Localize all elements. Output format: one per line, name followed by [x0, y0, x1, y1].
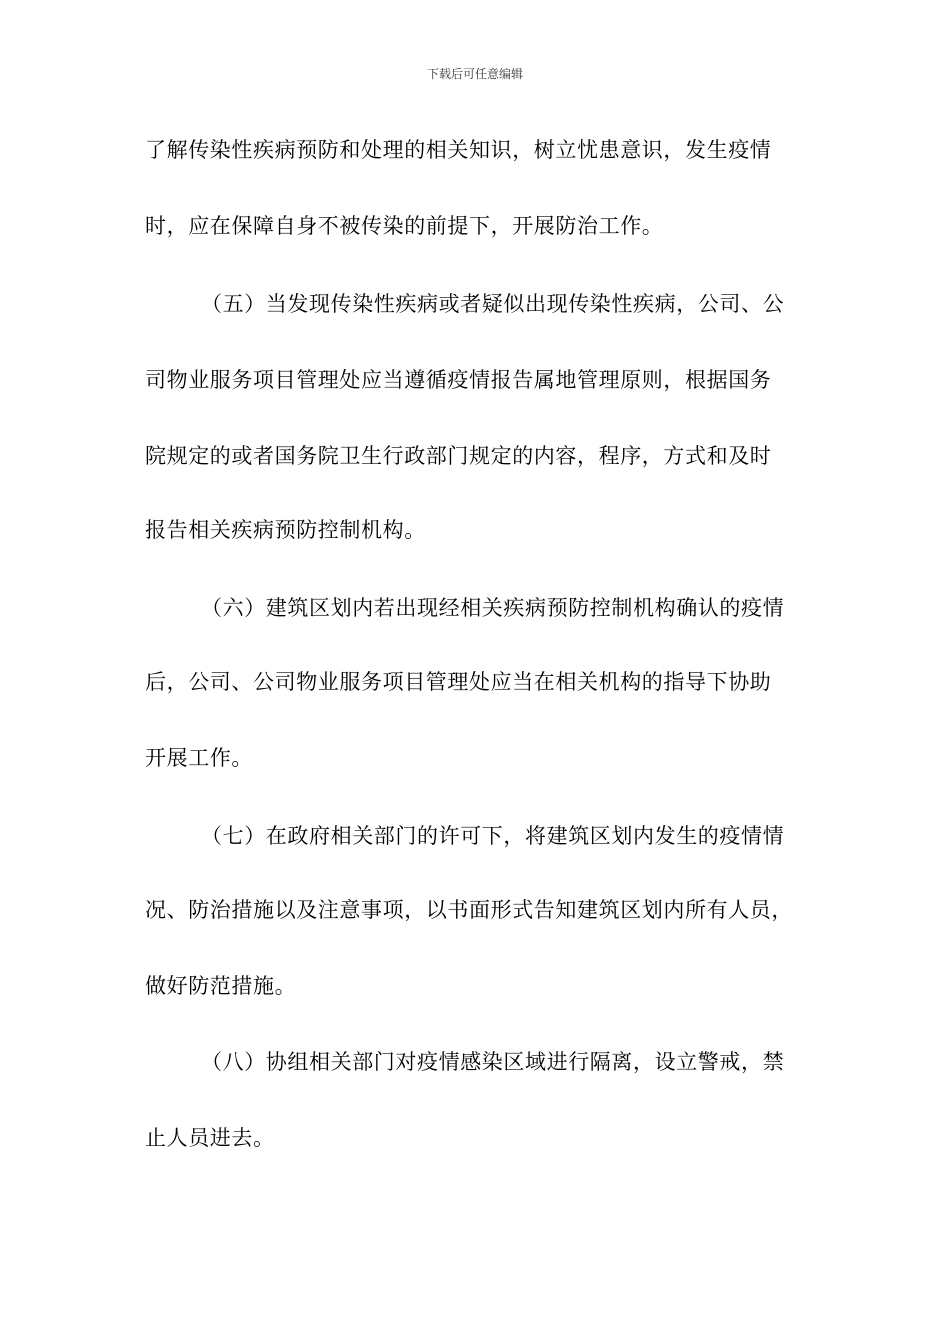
paragraph-line: 院规定的或者国务院卫生行政部门规定的内容，程序，方式和及时: [145, 444, 772, 468]
paragraph-line: （八）协组相关部门对疫情感染区域进行隔离，设立警戒，禁: [201, 1050, 785, 1074]
paragraph-line: 了解传染性疾病预防和处理的相关知识，树立忧患意识，发生疫情: [145, 138, 772, 162]
paragraph-line: 时，应在保障自身不被传染的前提下，开展防治工作。: [145, 214, 664, 238]
paragraph-line: （六）建筑区划内若出现经相关疾病预防控制机构确认的疫情: [201, 596, 785, 620]
page-header: 下载后可任意编辑: [426, 67, 523, 81]
paragraph-line: 做好防范措施。: [145, 974, 297, 998]
paragraph-line: （七）在政府相关部门的许可下，将建筑区划内发生的疫情情: [201, 824, 785, 848]
paragraph-line: （五）当发现传染性疾病或者疑似出现传染性疾病，公司、公: [201, 292, 785, 316]
paragraph-line: 况、防治措施以及注意事项，以书面形式告知建筑区划内所有人员，: [145, 898, 793, 922]
paragraph-line: 后，公司、公司物业服务项目管理处应当在相关机构的指导下协助: [145, 670, 772, 694]
paragraph-line: 止人员进去。: [145, 1126, 275, 1150]
paragraph-line: 司物业服务项目管理处应当遵循疫情报告属地管理原则，根据国务: [145, 368, 772, 392]
paragraph-line: 开展工作。: [145, 746, 253, 770]
paragraph-line: 报告相关疾病预防控制机构。: [145, 518, 426, 542]
